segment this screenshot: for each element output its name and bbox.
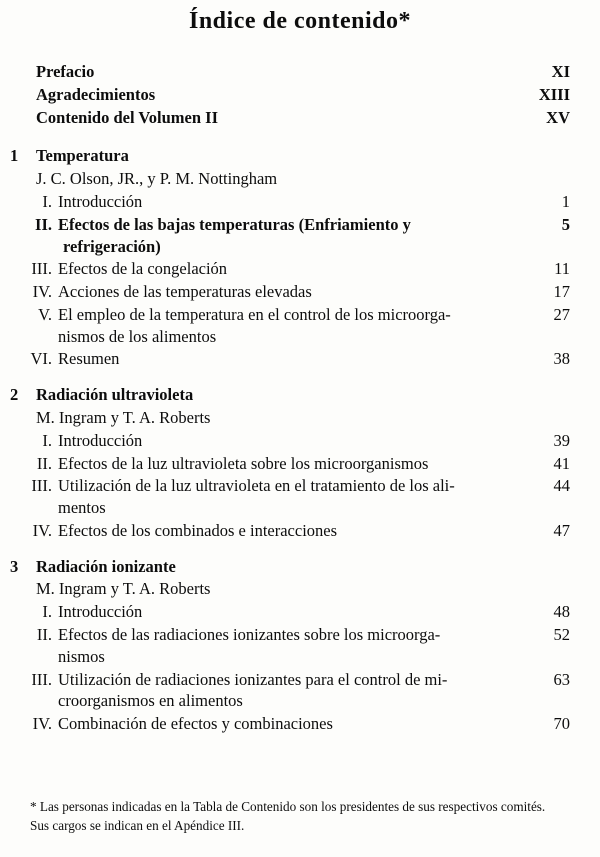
- chapter-entry: [8, 556, 570, 735]
- chapter-entry: [8, 384, 570, 542]
- chapter-number: 2: [10, 385, 19, 405]
- section-list: [8, 191, 570, 370]
- section-number: I.: [42, 602, 52, 622]
- section-title-line2: mentos: [58, 498, 106, 518]
- section-title-line1: Efectos de las bajas temperaturas (Enfriamiento y: [58, 214, 411, 234]
- front-matter-row: [36, 61, 570, 84]
- front-matter-label: Contenido del Volumen II: [36, 107, 219, 127]
- section-title: Introducción: [58, 192, 143, 211]
- front-matter-page: XI: [551, 62, 570, 81]
- section-title: Resumen: [58, 349, 120, 369]
- front-matter-row: [36, 107, 570, 130]
- section-row: [8, 601, 570, 623]
- section-number: II.: [35, 214, 52, 234]
- chapter-heading: [8, 384, 570, 405]
- front-matter-label: Agradecimientos: [36, 84, 156, 104]
- section-title: [58, 624, 532, 668]
- section-number: VI.: [30, 349, 52, 369]
- section-row: [8, 214, 570, 258]
- section-number: IV.: [32, 714, 52, 734]
- footnote-line-1: * Las personas indicadas en la Tabla de Contenido son los presidentes de sus respectivos comités.: [30, 799, 546, 815]
- section-title-line2: nismos de los alimentos: [58, 326, 217, 346]
- section-title-line1: Utilización de la luz ultravioleta en el tratamiento de los ali-: [58, 476, 455, 496]
- chapter-title: Radiación ionizante: [36, 556, 176, 576]
- section-title: [58, 475, 532, 519]
- section-title: Efectos de los combinados e interacciones: [58, 520, 338, 540]
- section-page: 48: [553, 602, 570, 622]
- front-matter-page: XIII: [538, 84, 570, 104]
- section-title: Introducción: [58, 602, 143, 622]
- section-title: Efectos de la luz ultravioleta sobre los microorganismos: [58, 453, 429, 473]
- chapter-authors: M. Ingram y T. A. Roberts: [36, 579, 211, 599]
- section-title: Efectos de la congelación: [58, 259, 228, 279]
- section-page: 1: [561, 192, 570, 211]
- chapter-number: 1: [10, 146, 19, 166]
- chapter-list: [0, 145, 600, 735]
- section-page: 38: [553, 349, 570, 369]
- section-page: 11: [554, 259, 570, 279]
- section-row: [8, 304, 570, 348]
- section-title: [58, 214, 532, 258]
- front-matter-page: XV: [546, 107, 570, 127]
- section-number: III.: [31, 259, 52, 279]
- section-row: [8, 624, 570, 668]
- section-row: [8, 258, 570, 280]
- section-number: V.: [38, 304, 52, 324]
- section-row: [8, 348, 570, 370]
- section-number: I.: [42, 430, 52, 450]
- section-page: 52: [553, 625, 570, 645]
- section-number: II.: [36, 453, 52, 473]
- section-list: [8, 430, 570, 542]
- section-row: [8, 713, 570, 735]
- section-title: Introducción: [58, 430, 143, 450]
- chapter-heading: [8, 556, 570, 577]
- section-number: II.: [36, 625, 52, 645]
- chapter-authors: M. Ingram y T. A. Roberts: [36, 407, 211, 427]
- section-title: Combinación de efectos y combinaciones: [58, 714, 333, 734]
- section-page: 63: [553, 669, 570, 689]
- chapter-entry: [8, 145, 570, 370]
- chapter-title: Radiación ultravioleta: [36, 385, 194, 405]
- section-page: 47: [553, 520, 570, 540]
- section-page: 5: [561, 214, 570, 234]
- section-page: 41: [553, 453, 570, 473]
- section-title-line1: Efectos de las radiaciones ionizantes sobre los microorga-: [58, 625, 441, 645]
- chapter-authors: J. C. Olson, JR., y P. M. Nottingham: [36, 168, 278, 188]
- front-matter-row: [36, 84, 570, 107]
- section-row: [8, 281, 570, 303]
- section-title-line2: refrigeración): [63, 236, 161, 256]
- section-number: I.: [42, 192, 52, 211]
- section-row: [8, 453, 570, 475]
- section-row: [8, 475, 570, 519]
- section-title-line1: El empleo de la temperatura en el control de los microorga-: [58, 304, 451, 324]
- chapter-heading: [8, 145, 570, 166]
- section-page: 17: [553, 282, 570, 302]
- chapter-number: 3: [10, 556, 19, 576]
- front-matter-list: [0, 61, 600, 129]
- section-title: [58, 304, 532, 348]
- section-title-line2: croorganismos en alimentos: [58, 691, 243, 711]
- toc-page: [0, 8, 600, 857]
- section-number: III.: [31, 669, 52, 689]
- section-number: IV.: [32, 520, 52, 540]
- section-page: 44: [553, 476, 570, 496]
- footnote-line-2: Sus cargos se indican en el Apéndice III.: [30, 817, 245, 833]
- section-list: [8, 601, 570, 735]
- section-title: Acciones de las temperaturas elevadas: [58, 282, 312, 302]
- section-title-line2: nismos: [58, 646, 105, 666]
- section-page: 27: [553, 304, 570, 324]
- chapter-title: Temperatura: [36, 146, 129, 166]
- section-page: 39: [553, 430, 570, 450]
- section-row: [8, 669, 570, 713]
- section-row: [8, 191, 570, 213]
- section-page: 70: [553, 714, 570, 734]
- front-matter-label: Prefacio: [36, 62, 95, 81]
- footnote: [30, 798, 582, 835]
- section-row: [8, 520, 570, 542]
- section-title-line1: Utilización de radiaciones ionizantes para el control de mi-: [58, 669, 448, 689]
- section-row: [8, 430, 570, 452]
- section-number: IV.: [32, 282, 52, 302]
- page-title: Índice de contenido*: [188, 8, 411, 34]
- section-number: III.: [31, 476, 52, 496]
- section-title: [58, 669, 532, 713]
